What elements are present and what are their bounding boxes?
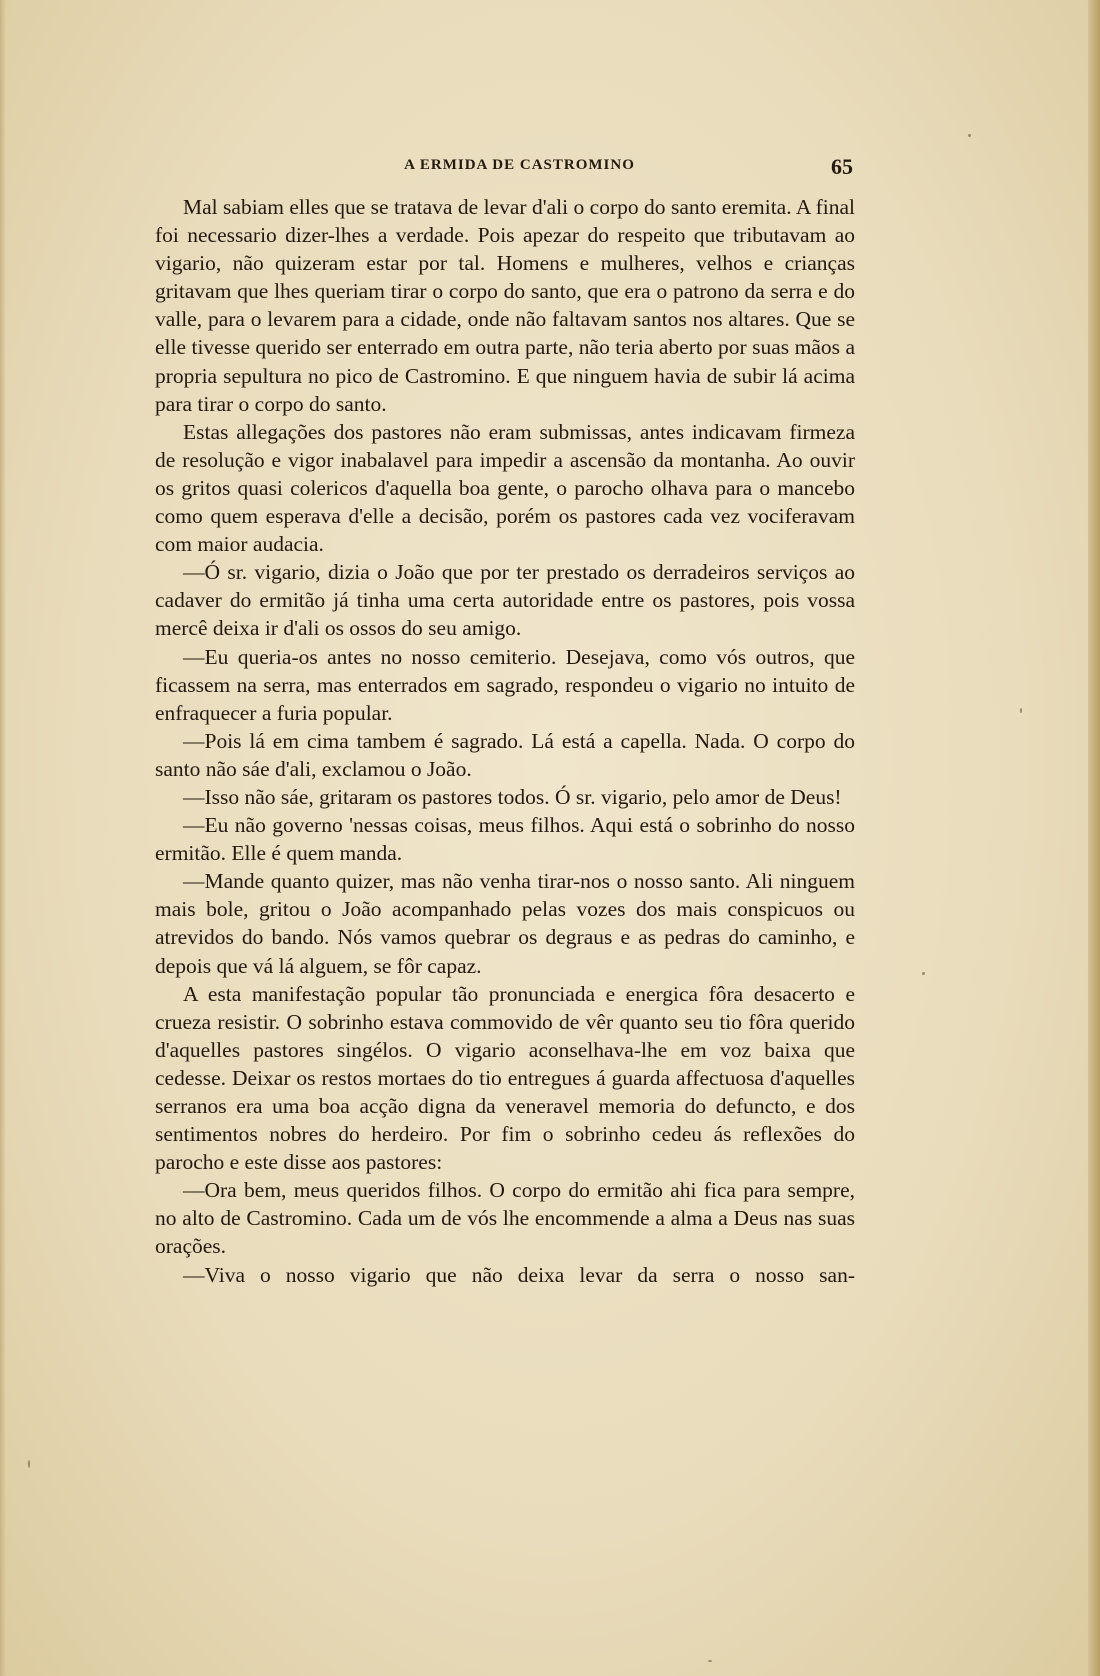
paper-speck: [968, 134, 971, 137]
paper-speck: [28, 1460, 30, 1468]
page-left-edge: [0, 0, 6, 1676]
dialogue-paragraph: —Viva o nosso vigario que não deixa levar da serra o nosso san-: [183, 1262, 855, 1287]
dialogue-paragraph: —Mande quanto quizer, mas não venha tirar-nos o nosso santo. Ali ninguem mais bole, gritou o João acompanhado pelas vozes dos mais conspicuos ou atrevidos do bando. Nós vamos quebrar os degraus e as pedras do caminho, e depois que vá lá alguem, se fôr capaz.: [155, 869, 855, 978]
paper-speck: [922, 972, 925, 975]
paragraph: Estas allegações dos pastores não eram submissas, antes indicavam firmeza de resolução e vigor inabalavel para impedir a ascensão da montanha. Ao ouvir os gritos quasi colericos d'aquella boa gente, o parocho olhava para o mancebo como quem esperava d'elle a decisão, porém os pastores cada vez vociferavam com maior audacia.: [155, 419, 855, 557]
paper-speck: [1020, 708, 1022, 713]
running-title: A ERMIDA DE CASTROMINO: [404, 157, 635, 173]
body-text: [155, 193, 855, 1289]
paragraph: A esta manifestação popular tão pronunciada e energica fôra desacerto e crueza resistir. O sobrinho estava commovido de vêr quanto seu tio fôra querido d'aquelles pastores singélos. O vigario aconselhava-lhe em voz baixa que cedesse. Deixar os restos mortaes do tio entregues á guarda affectuosa d'aquelles serranos era uma boa acção digna da veneravel memoria do defuncto, e dos sentimentos nobres do herdeiro. Por fim o sobrinho cedeu ás reflexões do parocho e este disse aos pastores:: [155, 981, 855, 1175]
dialogue-paragraph: —Isso não sáe, gritaram os pastores todos. Ó sr. vigario, pelo amor de Deus!: [183, 784, 842, 809]
page-right-edge: [1088, 0, 1100, 1676]
running-head: [150, 154, 853, 181]
dialogue-paragraph: —Ora bem, meus queridos filhos. O corpo do ermitão ahi fica para sempre, no alto de Castromino. Cada um de vós lhe encommende a alma a Deus nas suas orações.: [155, 1178, 855, 1259]
paragraph: Mal sabiam elles que se tratava de levar d'ali o corpo do santo eremita. A final foi necessario dizer-lhes a verdade. Pois apezar do respeito que tributavam ao vigario, não quizeram estar por tal. Homens e mulheres, velhos e crianças gritavam que lhes queriam tirar o corpo do santo, que era o patrono da serra e do valle, para o levarem para a cidade, onde não faltavam santos nos altares. Que se elle tivesse querido ser enterrado em outra parte, não teria aberto por suas mãos a propria sepultura no pico de Castromino. E que ninguem havia de subir lá acima para tirar o corpo do santo.: [155, 195, 855, 416]
dialogue-paragraph: —Ó sr. vigario, dizia o João que por ter prestado os derradeiros serviços ao cadaver do ermitão já tinha uma certa autoridade entre os pastores, pois vossa mercê deixa ir d'ali os ossos do seu amigo.: [155, 560, 855, 641]
dialogue-paragraph: —Pois lá em cima tambem é sagrado. Lá está a capella. Nada. O corpo do santo não sáe d'ali, exclamou o João.: [155, 728, 855, 781]
page-number: 65: [831, 154, 853, 179]
dialogue-paragraph: —Eu não governo 'nessas coisas, meus filhos. Aqui está o sobrinho do nosso ermitão. Elle é quem manda.: [155, 813, 855, 866]
dialogue-paragraph: —Eu queria-os antes no nosso cemiterio. Desejava, como vós outros, que ficassem na serra, mas enterrados em sagrado, respondeu o vigario no intuito de enfraquecer a furia popular.: [155, 644, 855, 725]
paper-speck: [708, 1660, 712, 1662]
